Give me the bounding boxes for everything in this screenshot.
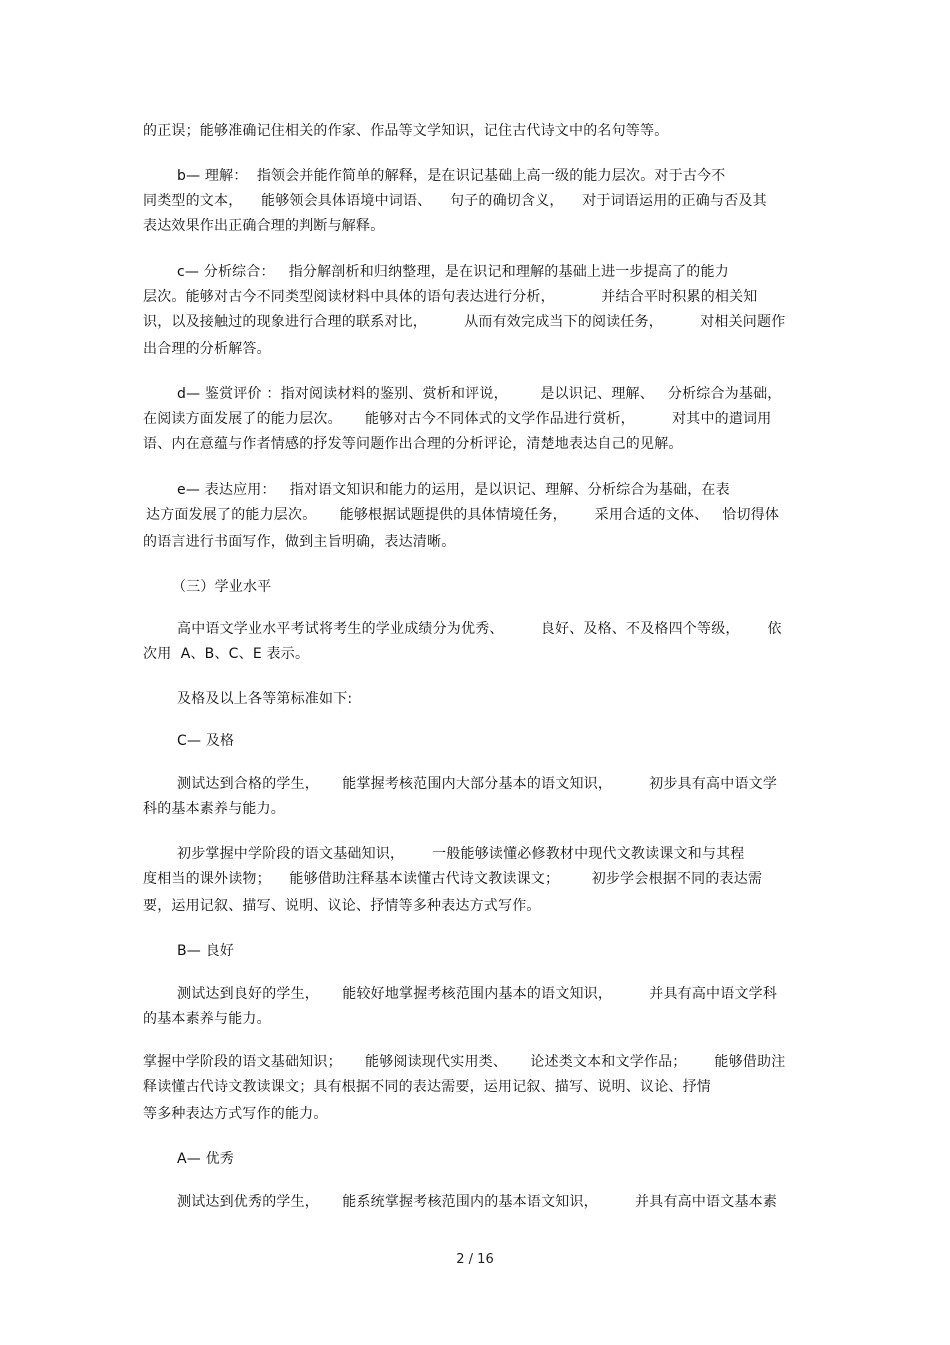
page-number: 2 / 16 (456, 1252, 494, 1267)
text-line: 等多种表达方式写作的能力。 (143, 1106, 328, 1122)
text-line: 高中语文学业水平考试将考生的学业成绩分为优秀、 良好、及格、不及格四个等级， 依 (177, 621, 782, 637)
grade-heading: C— 及格 (177, 733, 235, 749)
text-line: 测试达到良好的学生， 能较好地掌握考核范围内基本的语文知识， 并具有高中语文学科 (177, 986, 778, 1002)
text-line: 测试达到优秀的学生， 能系统掌握考核范围内的基本语文知识， 并具有高中语文基本素 (177, 1194, 778, 1210)
text-line: 在阅读方面发展了的能力层次。 能够对古今不同体式的文学作品进行赏析， 对其中的遣词用 (143, 411, 772, 427)
text-line: 科的基本素养与能力。 (143, 801, 285, 817)
text-line: 达方面发展了的能力层次。 能够根据试题提供的具体情境任务， 采用合适的文体、 恰切得体 (146, 507, 780, 523)
text-line: 测试达到合格的学生， 能掌握考核范围内大部分基本的语文知识， 初步具有高中语文学 (177, 776, 778, 792)
text-line: b— 理解： 指领会并能作简单的解释，是在识记基础上高一级的能力层次。对于古今不 (177, 168, 726, 184)
text-line: 要，运用记叙、描写、说明、议论、抒情等多种表达方式写作。 (143, 898, 541, 914)
section-heading: （三）学业水平 (172, 579, 272, 595)
text-line: 次用 A、B、C、E 表示。 (143, 646, 310, 662)
text-line: 层次。能够对古今不同类型阅读材料中具体的语句表达进行分析， 并结合平时积累的相关知 (143, 289, 758, 305)
text-line: 语、内在意蕴与作者情感的抒发等问题作出合理的分析评论，清楚地表达自己的见解。 (143, 436, 683, 452)
text-line: 初步掌握中学阶段的语文基础知识， 一般能够读懂必修教材中现代文教读课文和与其程 (177, 846, 745, 862)
text-line: 度相当的课外读物； 能够借助注释基本读懂古代诗文教读课文； 初步学会根据不同的表达需 (143, 871, 763, 887)
text-line: d— 鉴赏评价 ：指对阅读材料的鉴别、赏析和评说， 是以识记、理解、 分析综合为基础， (177, 386, 782, 402)
text-line: 掌握中学阶段的语文基础知识； 能够阅读现代实用类、 论述类文本和文学作品； 能够借助注 (143, 1054, 786, 1070)
text-line: 识，以及接触过的现象进行合理的联系对比， 从而有效完成当下的阅读任务， 对相关问题作 (143, 314, 786, 330)
text-line: 出合理的分析解答。 (143, 341, 271, 357)
text-line: 及格及以上各等第标准如下: (177, 691, 353, 707)
grade-heading: B— 良好 (177, 943, 235, 959)
text-line: 的语言进行书面写作，做到主旨明确，表达清晰。 (143, 534, 456, 550)
text-line: 表达效果作出正确合理的判断与解释。 (143, 218, 385, 234)
text-line: 同类型的文本， 能够领会具体语境中词语、 句子的确切含义， 对于词语运用的正确与否及其 (143, 193, 767, 209)
text-line: 释读懂古代诗文教读课文；具有根据不同的表达需要，运用记叙、描写、说明、议论、抒情 (143, 1079, 711, 1095)
text-line: 的正误；能够准确记住相关的作家、作品等文学知识，记住古代诗文中的名句等等。 (143, 123, 669, 139)
grade-heading: A— 优秀 (177, 1151, 235, 1167)
text-line: e— 表达应用： 指对语文知识和能力的运用，是以识记、理解、分析综合为基础，在表 (177, 482, 730, 498)
text-line: 的基本素养与能力。 (143, 1011, 271, 1027)
text-line: c— 分析综合： 指分解剖析和归纳整理，是在识记和理解的基础上进一步提高了的能力 (177, 264, 729, 280)
